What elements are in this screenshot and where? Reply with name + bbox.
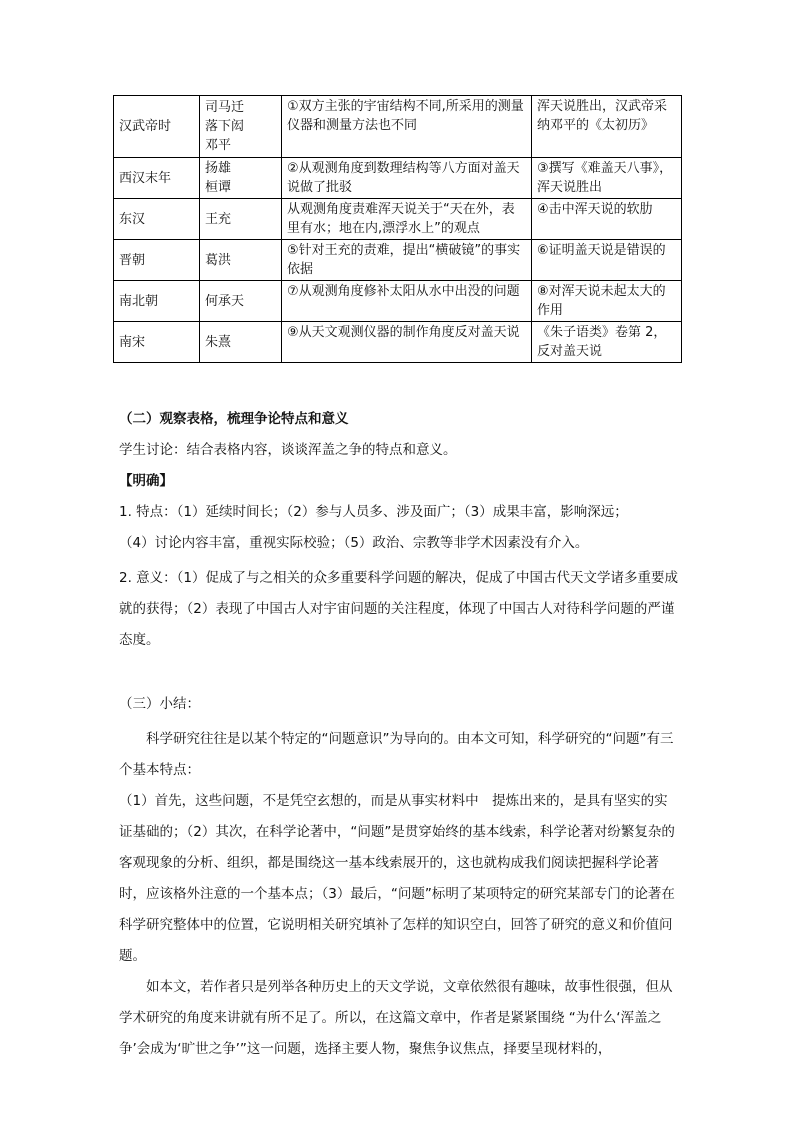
- people-cell: [200, 199, 282, 240]
- features-line: （4）讨论内容丰富，重视实际校验；（5）政治、宗教等非学术因素没有介入。: [119, 535, 589, 551]
- result-cell: ③撰写《难盖天八事》，浑天说胜出: [532, 158, 682, 199]
- result-cell: ⑧对浑天说未起太大的作用: [532, 281, 682, 322]
- person-name: 葛洪: [205, 252, 232, 268]
- person-name: 何承天: [205, 293, 245, 309]
- people-cell: [200, 322, 282, 363]
- clarify-label: 【明确】: [119, 473, 173, 489]
- table-row: [114, 158, 682, 199]
- person-name: 邓平: [205, 138, 232, 153]
- issue-cell: ②从观测角度到数理结构等八方面对盖天说做了批驳: [282, 158, 532, 199]
- meaning-paragraph: 2. 意义：（1）促成了与之相关的众多重要科学问题的解决，促成了中国古代天文学诸多重要成就的获得；（2）表现了中国古人对宇宙问题的关注程度，体现了中国古人对待科学问题的严谨态度。: [119, 570, 679, 648]
- person-name: 扬雄: [205, 161, 232, 176]
- era-cell: 南北朝: [114, 281, 200, 322]
- table-row: [114, 199, 682, 240]
- result-cell: 《朱子语类》卷第 2，反对盖天说: [532, 322, 682, 363]
- era-cell: 南宋: [114, 322, 200, 363]
- issue-cell: ①双方主张的宇宙结构不同,所采用的测量仪器和测量方法也不同: [282, 96, 532, 158]
- result-cell: 浑天说胜出，汉武帝采纳邓平的《太初历》: [532, 96, 682, 158]
- person-name: 落下闳: [205, 119, 245, 134]
- people-cell: [200, 281, 282, 322]
- summary-paragraph: （1）首先，这些问题，不是凭空玄想的，而是从事实材料中 提炼出来的，是具有坚实的实证基础的；（2）其次，在科学论著中，“问题”是贯穿始终的基本线索，科学论著对纷繁复杂的客观现象的分析、组织，都是围绕这一基本线索展开的，这也就构成我们阅读把握科学论著时，应该格外注意的一个基本点；（3）最后，“问题”标明了某项特定的研究某部专门的论著在科学研究整体中的位置，它说明相关研究填补了怎样的知识空白，回答了研究的意义和价值问题。: [119, 793, 675, 964]
- era-cell: 东汉: [114, 199, 200, 240]
- document-body: [119, 408, 679, 1065]
- issue-cell: ⑤针对王充的责难，提出“横破镜”的事实依据: [282, 240, 532, 281]
- section-heading: （二）观察表格，梳理争论特点和意义: [119, 411, 349, 427]
- table-row: [114, 240, 682, 281]
- summary-paragraph: 科学研究往往是以某个特定的“问题意识”为导向的。由本文可知，科学研究的“问题”有三个基本特点：: [119, 731, 674, 778]
- era-cell: 西汉末年: [114, 158, 200, 199]
- person-name: 桓谭: [205, 180, 232, 195]
- people-cell: [200, 96, 282, 158]
- people-cell: [200, 240, 282, 281]
- table-row: [114, 322, 682, 363]
- result-cell: ④击中浑天说的软肋: [532, 199, 682, 240]
- summary-paragraph: 如本文，若作者只是列举各种历史上的天文学说，文章依然很有趣味，故事性很强，但从学术研究的角度来讲就有所不足了。所以，在这篇文章中，作者是紧紧围绕 “为什么‘浑盖之争’会成为‘旷世之争’”这一问题，选择主要人物，聚焦争议焦点，择要呈现材料的，: [119, 979, 673, 1057]
- issue-cell: ⑨从天文观测仪器的制作角度反对盖天说: [282, 322, 532, 363]
- person-name: 王充: [205, 211, 232, 227]
- era-cell: 晋朝: [114, 240, 200, 281]
- person-name: 司马迁: [205, 100, 245, 115]
- table-row: [114, 281, 682, 322]
- person-name: 朱熹: [205, 334, 232, 350]
- issue-cell: ⑦从观测角度修补太阳从水中出没的问题: [282, 281, 532, 322]
- discussion-prompt: 学生讨论：结合表格内容，谈谈浑盖之争的特点和意义。: [119, 442, 457, 458]
- history-table: [113, 95, 682, 363]
- features-line: 1. 特点：（1）延续时间长；（2）参与人员多、涉及面广；（3）成果丰富，影响深远；: [119, 504, 628, 520]
- era-cell: 汉武帝时: [114, 96, 200, 158]
- result-cell: ⑥证明盖天说是错误的: [532, 240, 682, 281]
- section-heading: （三）小结：: [119, 696, 200, 712]
- people-cell: [200, 158, 282, 199]
- issue-cell: 从观测角度责难浑天说关于“天在外，表里有水；地在内,漂浮水上”的观点: [282, 199, 532, 240]
- table-row: [114, 96, 682, 158]
